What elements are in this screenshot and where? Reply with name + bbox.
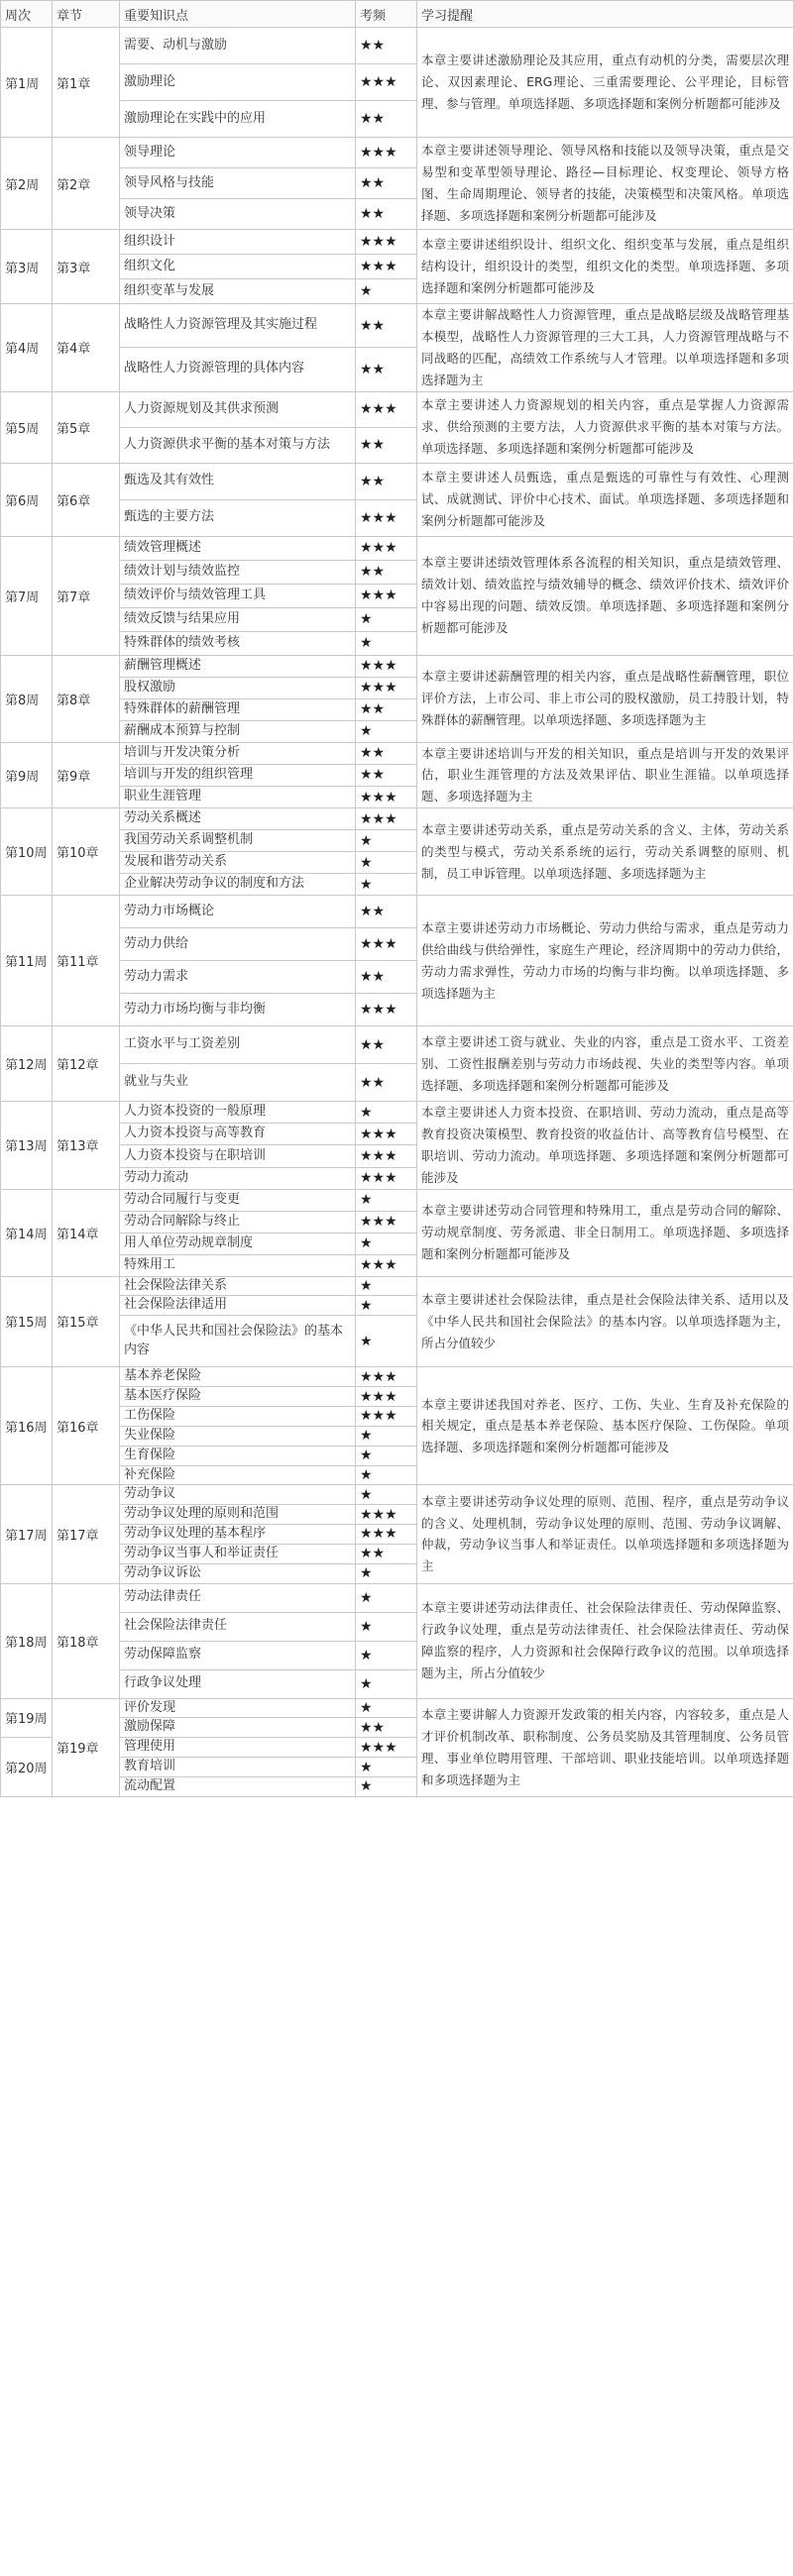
- frequency-stars: ★★★: [356, 1367, 417, 1387]
- frequency-stars: ★★: [356, 698, 417, 720]
- frequency-stars: ★: [356, 852, 417, 874]
- frequency-stars: ★★★: [356, 584, 417, 607]
- knowledge-point: 劳动保障监察: [120, 1641, 356, 1669]
- week-cell: 第13周: [1, 1102, 53, 1190]
- week-cell: 第9周: [1, 742, 53, 808]
- chapter-cell: 第16章: [53, 1367, 120, 1485]
- frequency-stars: ★★★: [356, 1505, 417, 1525]
- knowledge-point: 甄选的主要方法: [120, 499, 356, 536]
- frequency-stars: ★★★: [356, 786, 417, 807]
- week-cell: 第20周: [1, 1738, 53, 1797]
- table-header-row: [1, 1, 793, 28]
- study-tip: 本章主要讲述绩效管理体系各流程的相关知识，重点是绩效管理、绩效计划、绩效监控与绩效辅导的概念、绩效评价技术、绩效评价中容易出现的问题、绩效反馈。单项选择题、多项选择题和案例分析题都可能涉及: [417, 536, 793, 655]
- knowledge-point: 管理使用: [120, 1738, 356, 1758]
- table-row: [1, 1102, 793, 1124]
- knowledge-point: 劳动关系概述: [120, 808, 356, 830]
- chapter-cell: 第18章: [53, 1583, 120, 1698]
- frequency-stars: ★★★: [356, 536, 417, 560]
- frequency-stars: ★: [356, 1485, 417, 1505]
- chapter-cell: 第6章: [53, 463, 120, 536]
- table-row: [1, 1367, 793, 1387]
- frequency-stars: ★: [356, 631, 417, 655]
- week-cell: 第6周: [1, 463, 53, 536]
- study-tip: 本章主要讲述工资与就业、失业的内容，重点是工资水平、工资差别、工资性报酬差别与劳动力市场歧视、失业的类型等内容。单项选择题、多项选择题和案例分析题都可能涉及: [417, 1026, 793, 1102]
- knowledge-point: 组织设计: [120, 230, 356, 255]
- study-tip: 本章主要讲述社会保险法律，重点是社会保险法律关系、适用以及《中华人民共和国社会保险法》的基本内容。以单项选择题为主，所占分值较少: [417, 1276, 793, 1367]
- frequency-stars: ★★: [356, 199, 417, 230]
- knowledge-point: 特殊群体的薪酬管理: [120, 698, 356, 720]
- knowledge-point: 我国劳动关系调整机制: [120, 830, 356, 852]
- frequency-stars: ★: [356, 1233, 417, 1254]
- knowledge-point: 绩效计划与绩效监控: [120, 560, 356, 584]
- week-cell: 第2周: [1, 138, 53, 230]
- chapter-cell: 第17章: [53, 1485, 120, 1583]
- knowledge-point: 基本医疗保险: [120, 1387, 356, 1407]
- frequency-stars: ★: [356, 1612, 417, 1641]
- frequency-stars: ★★★: [356, 64, 417, 101]
- knowledge-point: 劳动争议: [120, 1485, 356, 1505]
- frequency-stars: ★: [356, 1669, 417, 1698]
- frequency-stars: ★★★: [356, 1167, 417, 1189]
- frequency-stars: ★★: [356, 168, 417, 199]
- frequency-stars: ★★: [356, 348, 417, 391]
- knowledge-point: 人力资本投资与高等教育: [120, 1124, 356, 1145]
- knowledge-point: 人力资源供求平衡的基本对策与方法: [120, 427, 356, 463]
- week-cell: 第17周: [1, 1485, 53, 1583]
- study-tip: 本章主要讲述劳动合同管理和特殊用工，重点是劳动合同的解除、劳动规章制度、劳务派遣、非全日制用工。单项选择题、多项选择题和案例分析题都可能涉及: [417, 1189, 793, 1276]
- frequency-stars: ★★★: [356, 1387, 417, 1407]
- chapter-cell: 第8章: [53, 655, 120, 742]
- week-cell: 第4周: [1, 304, 53, 392]
- knowledge-point: 失业保险: [120, 1426, 356, 1446]
- week-cell: 第3周: [1, 230, 53, 304]
- knowledge-point: 社会保险法律责任: [120, 1612, 356, 1641]
- week-cell: 第5周: [1, 391, 53, 463]
- study-tip: 本章主要讲述人员甄选，重点是甄选的可靠性与有效性、心理测试、成就测试、评价中心技术、面试。单项选择题、多项选择题和案例分析题都可能涉及: [417, 463, 793, 536]
- frequency-stars: ★★★: [356, 1124, 417, 1145]
- frequency-stars: ★★: [356, 427, 417, 463]
- knowledge-point: 组织变革与发展: [120, 279, 356, 304]
- frequency-stars: ★: [356, 1698, 417, 1718]
- study-tip: 本章主要讲解战略性人力资源管理，重点是战略层级及战略管理基本模型，战略性人力资源管理的三大工具，人力资源管理战略与不同战略的匹配，高绩效工作系统与人才管理。以单项选择题和多项选择题为主: [417, 304, 793, 392]
- frequency-stars: ★: [356, 830, 417, 852]
- frequency-stars: ★★: [356, 764, 417, 786]
- week-cell: 第15周: [1, 1276, 53, 1367]
- table-row: [1, 463, 793, 499]
- chapter-cell: 第4章: [53, 304, 120, 392]
- frequency-stars: ★: [356, 607, 417, 631]
- frequency-stars: ★★: [356, 101, 417, 138]
- frequency-stars: ★: [356, 1465, 417, 1485]
- knowledge-point: 领导决策: [120, 199, 356, 230]
- frequency-stars: ★: [356, 874, 417, 896]
- table-row: [1, 28, 793, 64]
- table-row: [1, 1276, 793, 1296]
- chapter-cell: 第11章: [53, 896, 120, 1026]
- knowledge-point: 特殊用工: [120, 1254, 356, 1276]
- knowledge-point: 劳动争议处理的原则和范围: [120, 1505, 356, 1525]
- frequency-stars: ★: [356, 1102, 417, 1124]
- chapter-cell: 第12章: [53, 1026, 120, 1102]
- chapter-cell: 第7章: [53, 536, 120, 655]
- knowledge-point: 社会保险法律适用: [120, 1296, 356, 1316]
- frequency-stars: ★: [356, 1426, 417, 1446]
- chapter-cell: 第10章: [53, 808, 120, 896]
- table-row: [1, 230, 793, 255]
- knowledge-point: 用人单位劳动规章制度: [120, 1233, 356, 1254]
- table-row: [1, 655, 793, 677]
- frequency-stars: ★★★: [356, 808, 417, 830]
- knowledge-point: 领导风格与技能: [120, 168, 356, 199]
- knowledge-point: 战略性人力资源管理的具体内容: [120, 348, 356, 391]
- frequency-stars: ★★: [356, 463, 417, 499]
- knowledge-point: 劳动争议诉讼: [120, 1563, 356, 1583]
- knowledge-point: 劳动合同解除与终止: [120, 1211, 356, 1233]
- knowledge-point: 工资水平与工资差别: [120, 1026, 356, 1064]
- knowledge-point: 领导理论: [120, 138, 356, 168]
- knowledge-point: 绩效反馈与结果应用: [120, 607, 356, 631]
- knowledge-point: 特殊群体的绩效考核: [120, 631, 356, 655]
- knowledge-point: 劳动争议当事人和举证责任: [120, 1544, 356, 1563]
- week-cell: 第7周: [1, 536, 53, 655]
- knowledge-point: 工伤保险: [120, 1407, 356, 1427]
- frequency-stars: ★: [356, 1296, 417, 1316]
- chapter-cell: 第2章: [53, 138, 120, 230]
- knowledge-point: 流动配置: [120, 1776, 356, 1796]
- chapter-cell: 第15章: [53, 1276, 120, 1367]
- table-row: [1, 138, 793, 168]
- frequency-stars: ★★★: [356, 1407, 417, 1427]
- study-tip: 本章主要讲述劳动争议处理的原则、范围、程序，重点是劳动争议的含义、处理机制，劳动争议处理的原则、范围、劳动争议调解、仲裁，劳动争议当事人和举证责任。以单项选择题和多项选择题为主: [417, 1485, 793, 1583]
- week-cell: 第8周: [1, 655, 53, 742]
- knowledge-point: 股权激励: [120, 677, 356, 698]
- knowledge-point: 人力资本投资与在职培训: [120, 1145, 356, 1167]
- frequency-stars: ★: [356, 279, 417, 304]
- knowledge-point: 企业解决劳动争议的制度和方法: [120, 874, 356, 896]
- table-row: [1, 1189, 793, 1211]
- knowledge-point: 行政争议处理: [120, 1669, 356, 1698]
- knowledge-point: 激励理论在实践中的应用: [120, 101, 356, 138]
- knowledge-point: 评价发现: [120, 1698, 356, 1718]
- table-row: [1, 536, 793, 560]
- week-cell: 第11周: [1, 896, 53, 1026]
- frequency-stars: ★: [356, 720, 417, 742]
- knowledge-point: 劳动争议处理的基本程序: [120, 1525, 356, 1545]
- knowledge-point: 《中华人民共和国社会保险法》的基本内容: [120, 1316, 356, 1367]
- week-cell: 第18周: [1, 1583, 53, 1698]
- knowledge-point: 补充保险: [120, 1465, 356, 1485]
- header-level: 考频: [356, 1, 417, 28]
- table-body: [1, 28, 793, 1797]
- week-cell: 第1周: [1, 28, 53, 138]
- chapter-cell: 第19章: [53, 1698, 120, 1796]
- table-row: [1, 808, 793, 830]
- study-tip: 本章主要讲述劳动力市场概论、劳动力供给与需求，重点是劳动力供给曲线与供给弹性，家庭生产理论，经济周期中的劳动力供给，劳动力需求弹性，劳动力市场的均衡与非均衡。以单项选择题、多项选择题为主: [417, 896, 793, 1026]
- study-tip: 本章主要讲述我国对养老、医疗、工伤、失业、生育及补充保险的相关规定，重点是基本养老保险、基本医疗保险、工伤保险。单项选择题、多项选择题和案例分析题都可能涉及: [417, 1367, 793, 1485]
- frequency-stars: ★★★: [356, 1254, 417, 1276]
- study-tip: 本章主要讲述激励理论及其应用，重点有动机的分类，需要层次理论、双因素理论、ERG理论、三重需要理论、公平理论，目标管理、参与管理。单项选择题、多项选择题和案例分析题都可能涉及: [417, 28, 793, 138]
- frequency-stars: ★★: [356, 961, 417, 994]
- knowledge-point: 培训与开发决策分析: [120, 742, 356, 764]
- chapter-cell: 第5章: [53, 391, 120, 463]
- knowledge-point: 薪酬成本预算与控制: [120, 720, 356, 742]
- knowledge-point: 激励理论: [120, 64, 356, 101]
- frequency-stars: ★★★: [356, 655, 417, 677]
- knowledge-point: 劳动力流动: [120, 1167, 356, 1189]
- table-row: [1, 1698, 793, 1718]
- knowledge-point: 生育保险: [120, 1446, 356, 1465]
- frequency-stars: ★: [356, 1641, 417, 1669]
- study-tip: 本章主要讲述人力资源规划的相关内容，重点是掌握人力资源需求、供给预测的主要方法，人力资源供求平衡的基本对策与方法。单项选择题、多项选择题和案例分析题都可能涉及: [417, 391, 793, 463]
- frequency-stars: ★★★: [356, 230, 417, 255]
- table-row: [1, 391, 793, 427]
- week-cell: 第19周: [1, 1698, 53, 1738]
- week-cell: 第14周: [1, 1189, 53, 1276]
- frequency-stars: ★★★: [356, 994, 417, 1026]
- header-knowledge: 重要知识点: [120, 1, 356, 28]
- knowledge-point: 发展和谐劳动关系: [120, 852, 356, 874]
- frequency-stars: ★★★: [356, 499, 417, 536]
- study-tip: 本章主要讲述薪酬管理的相关内容，重点是战略性薪酬管理，职位评价方法，上市公司、非上市公司的股权激励，员工持股计划，特殊群体的薪酬管理。以单项选择题、多项选择题为主: [417, 655, 793, 742]
- knowledge-point: 绩效管理概述: [120, 536, 356, 560]
- frequency-stars: ★: [356, 1316, 417, 1367]
- knowledge-point: 绩效评价与绩效管理工具: [120, 584, 356, 607]
- knowledge-point: 甄选及其有效性: [120, 463, 356, 499]
- chapter-cell: 第9章: [53, 742, 120, 808]
- frequency-stars: ★★★: [356, 255, 417, 279]
- frequency-stars: ★★: [356, 1064, 417, 1102]
- frequency-stars: ★★: [356, 28, 417, 64]
- table-row: [1, 1026, 793, 1064]
- week-cell: 第16周: [1, 1367, 53, 1485]
- frequency-stars: ★: [356, 1776, 417, 1796]
- header-chapter: 章节: [53, 1, 120, 28]
- knowledge-point: 劳动力供给: [120, 928, 356, 961]
- frequency-stars: ★★: [356, 1544, 417, 1563]
- week-cell: 第10周: [1, 808, 53, 896]
- frequency-stars: ★★★: [356, 391, 417, 427]
- chapter-cell: 第3章: [53, 230, 120, 304]
- knowledge-point: 教育培训: [120, 1758, 356, 1777]
- frequency-stars: ★★: [356, 742, 417, 764]
- study-tip: 本章主要讲述劳动关系，重点是劳动关系的含义、主体，劳动关系的类型与模式，劳动关系系统的运行，劳动关系调整的原则、机制，员工申诉管理。以单项选择题、多项选择题为主: [417, 808, 793, 896]
- study-tip: 本章主要讲解人力资源开发政策的相关内容，内容较多，重点是人才评价机制改革、职称制度、公务员奖励及其管理制度、公务员管理、事业单位聘用管理、干部培训、职业技能培训。以单项选择题和多项选择题为主: [417, 1698, 793, 1796]
- study-tip: 本章主要讲述人力资本投资、在职培训、劳动力流动，重点是高等教育投资决策模型、教育投资的收益估计、高等教育信号模型、在职培训、劳动力流动。单项选择题、多项选择题和案例分析题都可能涉及: [417, 1102, 793, 1190]
- frequency-stars: ★★: [356, 1718, 417, 1738]
- knowledge-point: 培训与开发的组织管理: [120, 764, 356, 786]
- frequency-stars: ★: [356, 1446, 417, 1465]
- table-row: [1, 1583, 793, 1612]
- knowledge-point: 组织文化: [120, 255, 356, 279]
- frequency-stars: ★★★: [356, 1738, 417, 1758]
- knowledge-point: 需要、动机与激励: [120, 28, 356, 64]
- frequency-stars: ★★★: [356, 1211, 417, 1233]
- knowledge-point: 战略性人力资源管理及其实施过程: [120, 304, 356, 348]
- table-row: [1, 742, 793, 764]
- frequency-stars: ★★: [356, 560, 417, 584]
- frequency-stars: ★: [356, 1563, 417, 1583]
- frequency-stars: ★★★: [356, 677, 417, 698]
- knowledge-point: 薪酬管理概述: [120, 655, 356, 677]
- knowledge-point: 人力资源规划及其供求预测: [120, 391, 356, 427]
- knowledge-point: 人力资本投资的一般原理: [120, 1102, 356, 1124]
- knowledge-point: 劳动力需求: [120, 961, 356, 994]
- knowledge-point: 劳动合同履行与变更: [120, 1189, 356, 1211]
- week-cell: 第12周: [1, 1026, 53, 1102]
- frequency-stars: ★★★: [356, 1145, 417, 1167]
- knowledge-point: 就业与失业: [120, 1064, 356, 1102]
- study-tip: 本章主要讲述组织设计、组织文化、组织变革与发展，重点是组织结构设计，组织设计的类型，组织文化的类型。单项选择题、多项选择题和案例分析题都可能涉及: [417, 230, 793, 304]
- frequency-stars: ★: [356, 1583, 417, 1612]
- table-row: [1, 304, 793, 348]
- knowledge-point: 基本养老保险: [120, 1367, 356, 1387]
- knowledge-point: 职业生涯管理: [120, 786, 356, 807]
- knowledge-point: 劳动力市场概论: [120, 896, 356, 928]
- frequency-stars: ★★★: [356, 138, 417, 168]
- frequency-stars: ★★: [356, 1026, 417, 1064]
- chapter-cell: 第1章: [53, 28, 120, 138]
- frequency-stars: ★★★: [356, 928, 417, 961]
- knowledge-point: 激励保障: [120, 1718, 356, 1738]
- table-row: [1, 896, 793, 928]
- knowledge-point: 劳动法律责任: [120, 1583, 356, 1612]
- chapter-cell: 第14章: [53, 1189, 120, 1276]
- study-tip: 本章主要讲述培训与开发的相关知识，重点是培训与开发的效果评估，职业生涯管理的方法及效果评估、职业生涯锚。以单项选择题、多项选择题为主: [417, 742, 793, 808]
- table-row: [1, 1485, 793, 1505]
- frequency-stars: ★: [356, 1276, 417, 1296]
- knowledge-point: 社会保险法律关系: [120, 1276, 356, 1296]
- header-tips: 学习提醒: [417, 1, 793, 28]
- frequency-stars: ★: [356, 1758, 417, 1777]
- knowledge-point: 劳动力市场均衡与非均衡: [120, 994, 356, 1026]
- frequency-stars: ★★★: [356, 1525, 417, 1545]
- frequency-stars: ★★: [356, 304, 417, 348]
- header-week: 周次: [1, 1, 53, 28]
- study-tip: 本章主要讲述领导理论、领导风格和技能以及领导决策，重点是交易型和变革型领导理论、路径—目标理论、权变理论、领导方格图、生命周期理论、领导者的技能，决策模型和决策风格。单项选择题、多项选择题和案例分析题都可能涉及: [417, 138, 793, 230]
- chapter-cell: 第13章: [53, 1102, 120, 1190]
- frequency-stars: ★: [356, 1189, 417, 1211]
- frequency-stars: ★★: [356, 896, 417, 928]
- study-tip: 本章主要讲述劳动法律责任、社会保险法律责任、劳动保障监察、行政争议处理，重点是劳动法律责任、社会保险法律责任、劳动保障监察的程序，人力资源和社会保障行政争议的范围。以单项选择题为主，所占分值较少: [417, 1583, 793, 1698]
